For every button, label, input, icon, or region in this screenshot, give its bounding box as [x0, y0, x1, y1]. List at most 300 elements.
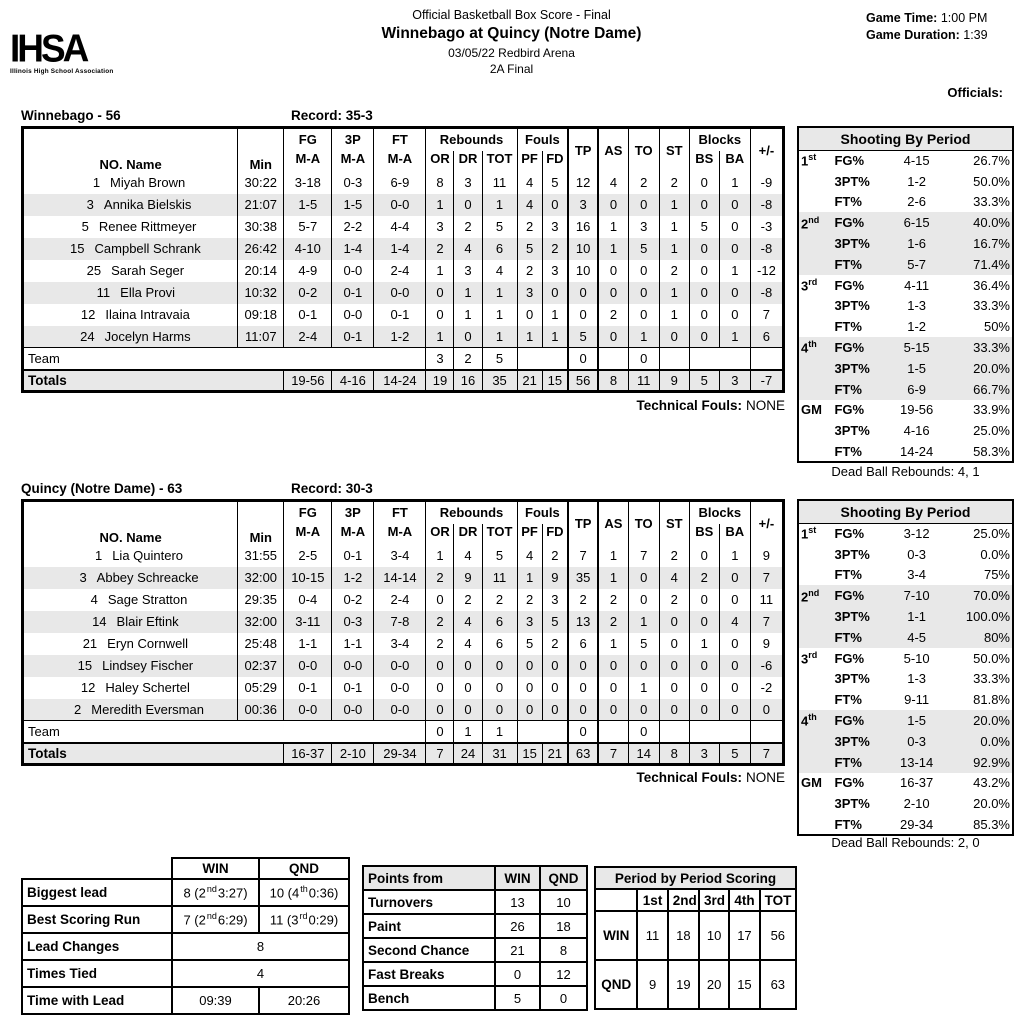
total-pm: 7 — [750, 743, 783, 765]
shooting-row — [798, 150, 1013, 171]
stat-tp: 10 — [568, 260, 598, 282]
stat-pm: -12 — [750, 260, 783, 282]
total-ft: 29-34 — [374, 743, 426, 765]
shooting-percentage: 43.2% — [973, 775, 1010, 791]
shooting-stat-label: FG% — [834, 775, 865, 791]
stat-p3: 0-0 — [332, 655, 374, 677]
col-header-min: Min — [238, 501, 284, 545]
stat-bs: 1 — [689, 633, 719, 655]
stat-to: 0 — [628, 567, 659, 589]
player-name-cell — [23, 238, 238, 260]
stat-or: 2 — [426, 633, 454, 655]
stat-as: 1 — [598, 545, 628, 567]
stat-p3: 0-0 — [332, 260, 374, 282]
team-dr: 2 — [454, 348, 482, 370]
period-label — [798, 814, 832, 835]
col-header-as: AS — [598, 501, 628, 545]
stat-ft: 4-4 — [374, 216, 426, 238]
stat-ft: 2-4 — [374, 589, 426, 611]
player-number: 15 — [77, 658, 93, 673]
total-to: 14 — [628, 743, 659, 765]
period-score-value: 19 — [668, 960, 699, 1009]
shooting-row — [798, 337, 1013, 358]
stat-tp: 12 — [568, 172, 598, 194]
stat-fg: 2-5 — [284, 545, 332, 567]
stat-bs: 0 — [689, 611, 719, 633]
stat-min: 05:29 — [238, 677, 284, 699]
stat-to: 2 — [628, 172, 659, 194]
shooting-row — [798, 212, 1013, 233]
total-as: 7 — [598, 743, 628, 765]
game-duration-label: Game Duration: — [866, 28, 960, 42]
stat-tot: 5 — [482, 216, 517, 238]
stat-tp: 6 — [568, 633, 598, 655]
player-name: Ella Provi — [120, 285, 176, 300]
period-label — [798, 171, 832, 192]
stat-p3: 2-2 — [332, 216, 374, 238]
total-pf: 15 — [517, 743, 542, 765]
stat-bs: 0 — [689, 677, 719, 699]
stat-to: 0 — [628, 655, 659, 677]
stat-st: 4 — [659, 567, 689, 589]
stat-as: 0 — [598, 677, 628, 699]
shooting-made-attempted: 4-15 — [903, 153, 930, 169]
stat-bs: 0 — [689, 238, 719, 260]
team-as — [598, 721, 628, 743]
stat-to: 5 — [628, 238, 659, 260]
stat-to: 3 — [628, 216, 659, 238]
stat-min: 02:37 — [238, 655, 284, 677]
stat-fd: 2 — [542, 633, 568, 655]
stat-tot: 1 — [482, 282, 517, 304]
stat-ft: 7-8 — [374, 611, 426, 633]
game-flow-row — [22, 987, 349, 1014]
team-title-winnebago — [21, 108, 785, 123]
dead-ball-rebounds-winnebago: Dead Ball Rebounds: 4, 1 — [831, 464, 980, 479]
stat-dr: 0 — [454, 677, 482, 699]
stat-dr: 2 — [454, 216, 482, 238]
stat-to: 0 — [628, 304, 659, 326]
period-col-1st: 1st — [637, 889, 667, 911]
player-number: 25 — [86, 263, 102, 278]
period-score-value: 18 — [668, 911, 699, 960]
player-number: 1 — [94, 548, 103, 563]
shooting-percentage: 36.4% — [973, 277, 1010, 293]
period-score-value: 56 — [760, 911, 796, 960]
player-number: 24 — [80, 328, 95, 344]
stat-st: 1 — [659, 282, 689, 304]
shooting-stat-label: FT% — [834, 692, 862, 708]
col-header-ft: FT — [374, 128, 426, 151]
stat-fg: 0-2 — [284, 282, 332, 304]
player-name: Miyah Brown — [110, 175, 186, 190]
stat-ba: 0 — [719, 194, 750, 216]
player-row — [23, 260, 784, 282]
shooting-row — [798, 648, 1013, 669]
technical-fouls-value: NONE — [745, 398, 785, 413]
stat-as: 0 — [598, 260, 628, 282]
player-number: 11 — [96, 285, 111, 300]
player-name-cell — [23, 172, 238, 194]
game-duration-line — [866, 27, 988, 44]
game-flow-label: Lead Changes — [22, 933, 172, 960]
stat-fg: 0-0 — [284, 655, 332, 677]
stat-st: 0 — [659, 655, 689, 677]
stat-dr: 3 — [454, 172, 482, 194]
stat-tot: 11 — [482, 567, 517, 589]
points-from-qnd-value: 8 — [540, 938, 587, 962]
stat-tp: 0 — [568, 304, 598, 326]
period-scoring-body — [595, 911, 796, 1009]
shooting-row — [798, 441, 1013, 462]
col-header-ft-ma: M-A — [374, 524, 426, 545]
stat-to: 0 — [628, 260, 659, 282]
player-name-cell — [23, 216, 238, 238]
stat-pf: 2 — [517, 589, 542, 611]
shooting-made-attempted: 7-10 — [887, 585, 946, 606]
col-header-3p: 3P — [332, 128, 374, 151]
shooting-row — [798, 689, 1013, 710]
shooting-stat-label: 3PT% — [832, 731, 887, 752]
col-header-fg: FG — [284, 501, 332, 524]
shooting-percentage: 100.0% — [946, 606, 1013, 627]
player-row — [23, 172, 784, 194]
stat-st: 2 — [659, 260, 689, 282]
stat-p3: 0-1 — [332, 326, 374, 348]
shooting-made-attempted: 1-1 — [887, 606, 946, 627]
shooting-stat-label: 3PT% — [834, 546, 870, 562]
team-row — [23, 348, 784, 370]
total-bs: 3 — [689, 743, 719, 765]
shooting-percentage: 33.3% — [973, 194, 1010, 210]
stat-p3: 1-5 — [332, 194, 374, 216]
stat-fg: 5-7 — [284, 216, 332, 238]
stat-st: 0 — [659, 611, 689, 633]
shooting-stat-label: FG% — [834, 650, 865, 666]
stat-to: 0 — [628, 282, 659, 304]
shooting-row — [798, 296, 1013, 317]
stat-dr: 0 — [454, 655, 482, 677]
points-from-label: Fast Breaks — [363, 962, 495, 986]
shooting-row — [798, 233, 1013, 254]
shooting-percentage: 50% — [983, 319, 1010, 335]
shooting-stat-label: FG% — [834, 526, 865, 542]
quincy-shooting-panel — [797, 499, 1014, 836]
game-flow-row — [22, 960, 349, 987]
points-from-win-value: 13 — [495, 890, 540, 914]
stat-min: 31:55 — [238, 545, 284, 567]
shooting-percentage: 0.0% — [980, 546, 1010, 562]
quincy-box-score-table — [21, 499, 785, 766]
player-row — [23, 194, 784, 216]
stat-tot: 4 — [482, 260, 517, 282]
shooting-stat-label: FT% — [832, 379, 887, 400]
shooting-percentage: 81.8% — [973, 692, 1010, 708]
points-from-row — [363, 914, 587, 938]
stat-tp: 2 — [568, 589, 598, 611]
shooting-stat-label: FT% — [832, 254, 887, 275]
shooting-row — [798, 358, 1013, 379]
col-header-rebounds: Rebounds — [426, 501, 517, 524]
player-name: Annika Bielskis — [103, 197, 192, 212]
dead-ball-rebounds-quincy: Dead Ball Rebounds: 2, 0 — [831, 835, 980, 850]
shooting-row — [798, 254, 1013, 275]
winnebago-shooting-panel — [797, 126, 1014, 463]
stat-ft: 3-4 — [374, 633, 426, 655]
total-bs: 5 — [689, 370, 719, 392]
stat-pf: 3 — [517, 611, 542, 633]
totals-row — [23, 743, 784, 765]
shooting-stat-label: FG% — [832, 212, 887, 233]
points-from-label: Bench — [363, 986, 495, 1010]
stat-pf: 3 — [517, 282, 542, 304]
total-st: 9 — [659, 370, 689, 392]
shooting-percentage: 71.4% — [946, 254, 1013, 275]
shooting-row — [798, 523, 1013, 544]
stat-to: 1 — [628, 326, 659, 348]
col-header-fg-ma: M-A — [284, 151, 332, 172]
shooting-percentage: 80% — [946, 627, 1013, 648]
stat-dr: 4 — [454, 633, 482, 655]
stat-to: 0 — [628, 699, 659, 721]
stat-pm: 7 — [750, 304, 783, 326]
points-from-table — [362, 865, 588, 1011]
stat-to: 7 — [628, 545, 659, 567]
stat-tot: 0 — [482, 677, 517, 699]
shooting-percentage: 33.3% — [973, 298, 1010, 314]
stat-as: 2 — [598, 611, 628, 633]
col-header-fouls: Fouls — [517, 501, 568, 524]
game-flow-qnd-value: 11 (3rd0:29) — [259, 906, 349, 933]
points-from-qnd-value: 10 — [540, 890, 587, 914]
player-name: Meredith Eversman — [91, 701, 204, 717]
stat-ba: 0 — [719, 589, 750, 611]
shooting-stat-label: 3PT% — [834, 298, 870, 314]
col-header-tot: TOT — [482, 151, 517, 172]
col-header-ft-ma: M-A — [374, 151, 426, 172]
col-header-plus-minus: +/- — [750, 501, 783, 545]
shooting-stat-label: 3PT% — [834, 671, 870, 687]
shooting-made-attempted: 16-37 — [900, 775, 934, 791]
col-header-no-name: NO. Name — [23, 128, 238, 172]
team-name-score: Quincy (Notre Dame) - 63 — [21, 481, 183, 496]
shooting-made-attempted: 1-2 — [907, 173, 927, 189]
period-label — [798, 192, 832, 213]
points-from-label: Turnovers — [363, 890, 495, 914]
period-label — [798, 233, 832, 254]
player-row — [23, 326, 784, 348]
stat-fg: 1-1 — [284, 633, 332, 655]
period-label: 1st — [801, 152, 817, 169]
stat-or: 1 — [426, 545, 454, 567]
stat-p3: 0-0 — [332, 699, 374, 721]
stat-pf: 4 — [517, 545, 542, 567]
stat-fg: 10-15 — [284, 567, 332, 589]
stat-fd: 0 — [542, 699, 568, 721]
stat-ba: 0 — [719, 655, 750, 677]
stat-to: 1 — [628, 677, 659, 699]
game-flow-row — [22, 879, 349, 906]
stat-pf: 0 — [517, 699, 542, 721]
period-label: 3rd — [801, 277, 818, 294]
stat-p3: 1-2 — [332, 567, 374, 589]
stat-dr: 4 — [454, 611, 482, 633]
stat-min: 25:48 — [238, 633, 284, 655]
game-flow-win-value: 8 (2nd3:27) — [172, 879, 259, 906]
col-header-pf: PF — [517, 524, 542, 545]
period-scoring-table — [594, 866, 797, 1010]
shooting-stat-label: FG% — [832, 710, 887, 731]
col-header-to: TO — [628, 128, 659, 172]
stat-to: 0 — [628, 589, 659, 611]
stat-as: 4 — [598, 172, 628, 194]
game-flow-label: Best Scoring Run — [22, 906, 172, 933]
stat-fg: 2-4 — [284, 326, 332, 348]
shooting-made-attempted: 14-24 — [900, 443, 934, 459]
stat-or: 1 — [426, 260, 454, 282]
stat-fd: 0 — [542, 655, 568, 677]
shooting-made-attempted: 9-11 — [904, 692, 930, 708]
points-from-row — [363, 938, 587, 962]
player-number: 2 — [74, 701, 82, 717]
stat-fg: 0-4 — [284, 589, 332, 611]
total-tp: 63 — [568, 743, 598, 765]
stat-st: 1 — [659, 194, 689, 216]
stat-pm: 11 — [750, 589, 783, 611]
stat-fd: 3 — [542, 589, 568, 611]
game-flow-row — [22, 933, 349, 960]
totals-label: Totals — [23, 370, 284, 392]
stat-pf: 2 — [517, 216, 542, 238]
player-number: 14 — [92, 614, 107, 629]
stat-fd: 0 — [542, 194, 568, 216]
stat-dr: 2 — [454, 589, 482, 611]
stat-tot: 1 — [482, 326, 517, 348]
stat-bs: 0 — [689, 545, 719, 567]
player-row — [23, 611, 784, 633]
col-header-3p-ma: M-A — [332, 151, 374, 172]
period-label: 2nd — [798, 212, 832, 233]
stat-pm: 7 — [750, 567, 783, 589]
shooting-made-attempted: 6-15 — [887, 212, 946, 233]
period-label — [798, 731, 832, 752]
team-title-quincy — [21, 481, 785, 496]
stat-pf: 2 — [517, 260, 542, 282]
period-label: GM — [801, 775, 822, 791]
shooting-made-attempted: 13-14 — [887, 752, 946, 773]
player-name-cell — [23, 282, 238, 304]
col-header-fg: FG — [284, 128, 332, 151]
col-header-dr: DR — [454, 151, 482, 172]
stat-ft: 0-0 — [374, 655, 426, 677]
stat-fd: 0 — [542, 677, 568, 699]
game-flow-row — [22, 906, 349, 933]
player-name: Haley Schertel — [105, 680, 190, 695]
game-duration-value: 1:39 — [963, 28, 988, 42]
stat-as: 0 — [598, 326, 628, 348]
stat-ft: 0-0 — [374, 677, 426, 699]
player-name: Campbell Schrank — [94, 241, 201, 256]
player-name-cell — [23, 611, 238, 633]
stat-ba: 0 — [719, 699, 750, 721]
stat-min: 32:00 — [238, 611, 284, 633]
player-name: Ilaina Intravaia — [105, 307, 190, 322]
team-to: 0 — [628, 348, 659, 370]
period-scoring-title: Period by Period Scoring — [595, 867, 796, 889]
stat-pm: -8 — [750, 282, 783, 304]
stat-as: 2 — [598, 304, 628, 326]
stat-as: 0 — [598, 655, 628, 677]
period-label — [798, 316, 832, 337]
stat-dr: 1 — [454, 282, 482, 304]
total-tot: 35 — [482, 370, 517, 392]
stat-fd: 1 — [542, 304, 568, 326]
stat-or: 0 — [426, 677, 454, 699]
stat-ft: 0-0 — [374, 194, 426, 216]
total-fd: 15 — [542, 370, 568, 392]
col-header-fg-ma: M-A — [284, 524, 332, 545]
total-p3: 2-10 — [332, 743, 374, 765]
player-name: Jocelyn Harms — [104, 328, 191, 344]
col-header-dr: DR — [454, 524, 482, 545]
points-from-col-qnd: QND — [540, 866, 587, 890]
stat-or: 3 — [426, 216, 454, 238]
total-pf: 21 — [517, 370, 542, 392]
col-header-fd: FD — [542, 524, 568, 545]
stat-as: 2 — [598, 589, 628, 611]
shooting-made-attempted: 1-5 — [887, 710, 946, 731]
player-row — [23, 567, 784, 589]
stat-to: 1 — [628, 611, 659, 633]
shooting-percentage: 33.9% — [973, 402, 1010, 418]
stat-tp: 0 — [568, 677, 598, 699]
stat-pf: 5 — [517, 238, 542, 260]
stat-ba: 1 — [719, 545, 750, 567]
player-name: Abbey Schreacke — [96, 570, 199, 585]
player-name-cell — [23, 589, 238, 611]
shooting-made-attempted: 3-4 — [907, 567, 927, 583]
player-row — [23, 304, 784, 326]
shooting-made-attempted: 1-2 — [907, 319, 927, 335]
shooting-row — [798, 192, 1013, 213]
team-dr: 1 — [454, 721, 482, 743]
player-number: 3 — [86, 197, 94, 212]
stat-p3: 1-4 — [332, 238, 374, 260]
team-row — [23, 721, 784, 743]
game-flow-blank-header — [22, 858, 172, 879]
period-score-value: 10 — [699, 911, 729, 960]
stat-fg: 3-11 — [284, 611, 332, 633]
stat-dr: 3 — [454, 260, 482, 282]
stat-p3: 0-1 — [332, 677, 374, 699]
player-name-cell — [23, 655, 238, 677]
stat-st: 2 — [659, 172, 689, 194]
player-row — [23, 282, 784, 304]
team-row-label: Team — [23, 348, 426, 370]
points-from-qnd-value: 18 — [540, 914, 587, 938]
shooting-made-attempted: 5-15 — [887, 337, 946, 358]
team-as — [598, 348, 628, 370]
game-flow-col-qnd: QND — [259, 858, 349, 879]
team-record: Record: 35-3 — [291, 108, 373, 123]
ihsa-logo-subtext: Illinois High School Association — [10, 68, 114, 75]
stat-pm: 9 — [750, 545, 783, 567]
shooting-percentage: 20.0% — [946, 710, 1013, 731]
stat-bs: 2 — [689, 567, 719, 589]
period-label: 1st — [801, 525, 817, 542]
shooting-percentage: 40.0% — [946, 212, 1013, 233]
stat-tot: 1 — [482, 304, 517, 326]
